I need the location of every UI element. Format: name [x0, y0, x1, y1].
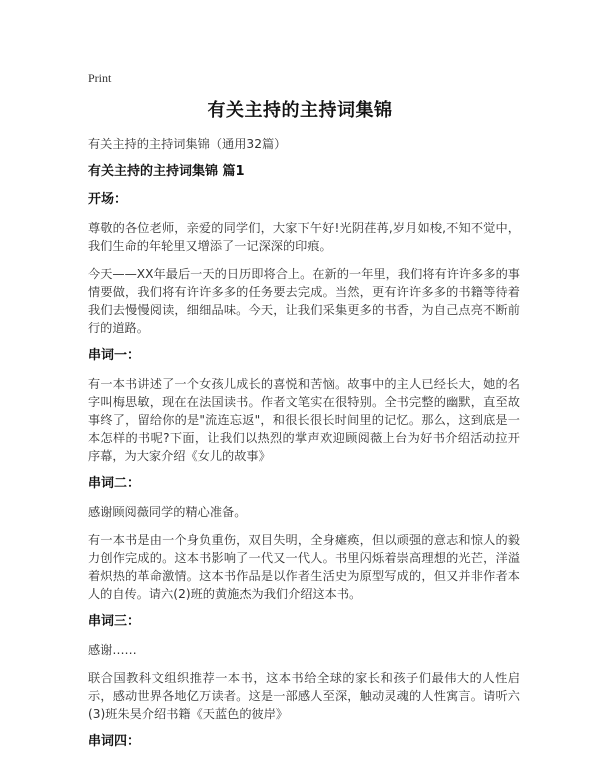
doc-subtitle: 有关主持的主持词集锦（通用32篇） [88, 137, 287, 151]
ci3-paragraph-2: 联合国教科文组织推荐一本书，这本书给全球的家长和孩子们最伟大的人性启示，感动世界各地亿万读者。这是一部感人至深，触动灵魂的人性寓言。请听六(3)班朱昊介绍书籍《天蓝色的彼岸》 [88, 671, 520, 721]
ci2-paragraph-2: 有一本书是由一个身负重伤，双目失明，全身瘫痪，但以顽强的意志和惊人的毅力创作完成的。这本书影响了一代又一代人。书里闪烁着崇高理想的光芒，洋溢着炽热的革命激情。这本书作品是以作者生活史为原型写成的，但又并非作者本人的自传。请六(2)班的黄施杰为我们介绍这本书。 [88, 533, 520, 601]
opening-heading: 开场： [88, 192, 128, 207]
section-title: 有关主持的主持词集锦 篇1 [88, 164, 245, 179]
opening-paragraph-1: 尊敬的各位老师，亲爱的同学们，大家下午好!光阴荏苒,岁月如梭,不知不觉中，我们生命的年轮里又增添了一记深深的印痕。 [88, 221, 520, 253]
ci2-paragraph-1: 感谢顾阅薇同学的精心准备。 [88, 505, 247, 519]
ci1-paragraph-1: 有一本书讲述了一个女孩儿成长的喜悦和苦恼。故事中的主人已经长大，她的名字叫梅思敏，现在在法国读书。作者文笔实在很特别。全书完整的幽默，直至故事终了，留给你的是"流连忘返"，和很长很长时间里的记忆。那么，这到底是一本怎样的书呢?下面，让我们以热烈的掌声欢迎顾阅薇上台为好书介绍活动拉开序幕，为大家介绍《女儿的故事》 [88, 377, 520, 463]
print-label[interactable]: Print [88, 71, 112, 85]
page-title: 有关主持的主持词集锦 [207, 100, 393, 121]
opening-paragraph-2: 今天——XX年最后一天的日历即将合上。在新的一年里，我们将有许许多多的事情要做，我们将有许许多多的任务要去完成。当然，更有许许多多的书籍等待着我们去慢慢阅读，细细品味。今天，让我们采集更多的书香，为自己点亮不断前行的道路。 [88, 267, 520, 335]
document-body [88, 135, 520, 761]
ci4-heading: 串词四： [88, 734, 141, 749]
ci3-paragraph-1: 感谢…… [88, 643, 137, 657]
ci1-heading: 串词一： [88, 348, 141, 363]
ci3-heading: 串词三： [88, 614, 141, 629]
ci2-heading: 串词二： [88, 476, 141, 491]
